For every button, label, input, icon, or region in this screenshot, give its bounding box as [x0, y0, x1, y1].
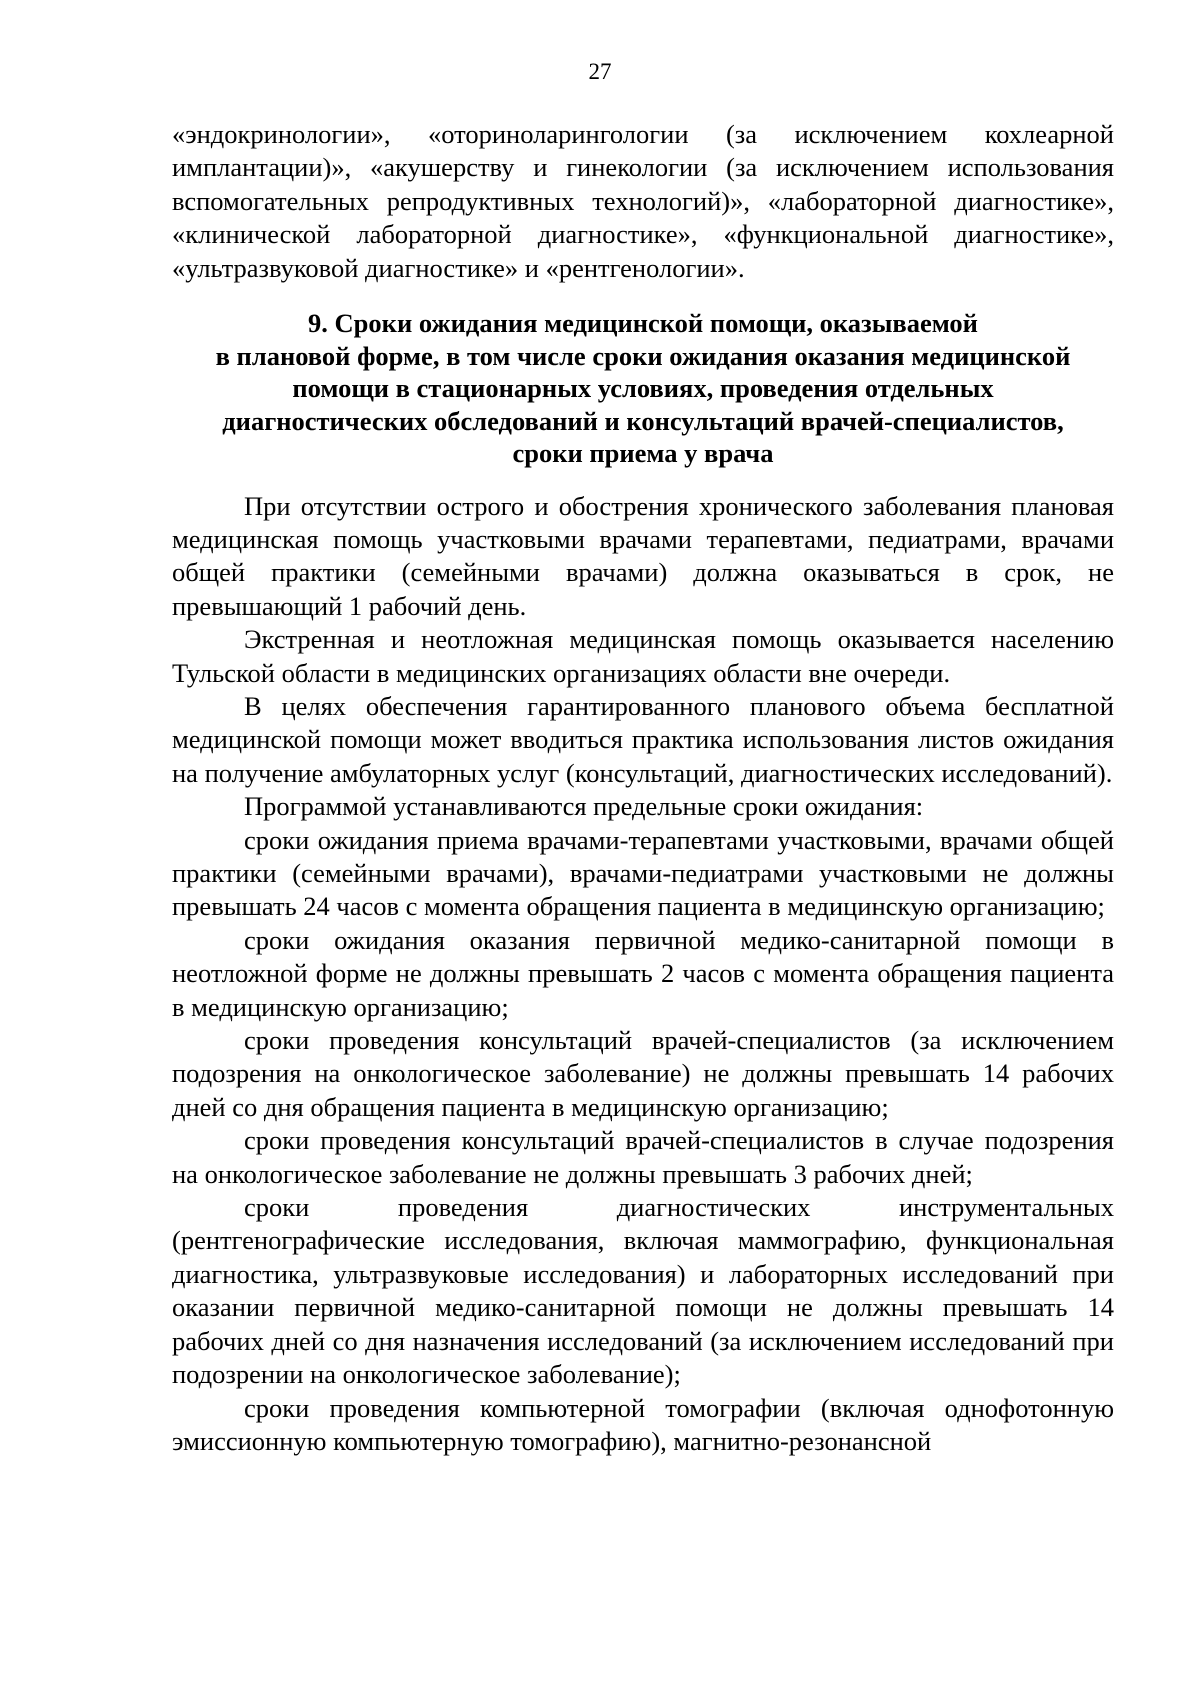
- body-paragraph: сроки проведения консультаций врачей-специалистов в случае подозрения на онкологическое заболевание не должны превышать 3 рабочих дней;: [172, 1125, 1114, 1189]
- section-heading-line: в плановой форме, в том числе сроки ожидания оказания медицинской: [215, 340, 1071, 371]
- body-paragraph: сроки проведения диагностических инструментальных (рентгенографические исследования, включая маммографию, функциональная диагностика, ультразвуковые исследования) и лабораторных исследований при оказании первичной медико-санитарной помощи не должны превышать 14 рабочих дней со дня назначения исследований (за исключением исследований при подозрении на онкологическое заболевание);: [172, 1192, 1114, 1390]
- section-heading-line: 9. Сроки ожидания медицинской помощи, оказываемой: [308, 308, 978, 339]
- body-paragraph: сроки проведения консультаций врачей-специалистов (за исключением подозрения на онкологическое заболевание) не должны превышать 14 рабочих дней со дня обращения пациента в медицинскую организацию;: [172, 1025, 1114, 1122]
- body-paragraph: сроки ожидания оказания первичной медико-санитарной помощи в неотложной форме не должны превышать 2 часов с момента обращения пациента в медицинскую организацию;: [172, 924, 1114, 1022]
- section-heading-line: помощи в стационарных условиях, проведения отдельных: [292, 373, 994, 404]
- document-body: [172, 118, 1114, 1458]
- section-heading-line: сроки приема у врача: [512, 438, 774, 469]
- body-paragraph: Программой устанавливаются предельные сроки ожидания:: [244, 791, 924, 822]
- section-heading-line: диагностических обследований и консультаций врачей-специалистов,: [222, 405, 1064, 436]
- body-paragraph: В целях обеспечения гарантированного планового объема бесплатной медицинской помощи может вводиться практика использования листов ожидания на получение амбулаторных услуг (консультаций, диагностических исследований).: [172, 690, 1114, 788]
- body-paragraph: сроки ожидания приема врачами-терапевтами участковыми, врачами общей практики (семейными врачами), врачами-педиатрами участковыми не должны превышать 24 часов с момента обращения пациента в медицинскую организацию;: [172, 824, 1114, 922]
- section-heading: [172, 307, 1114, 470]
- page-number: 27: [588, 59, 612, 84]
- body-paragraph: При отсутствии острого и обострения хронического заболевания плановая медицинская помощь участковыми врачами терапевтами, педиатрами, врачами общей практики (семейными врачами) должна оказываться в срок, не превышающий 1 рабочий день.: [172, 490, 1114, 621]
- intro-paragraph: «эндокринологии», «оториноларингологии (за исключением кохлеарной имплантации)», «акушерству и гинекологии (за исключением использования вспомогательных репродуктивных технологий)», «лабораторной диагностике», «клинической лабораторной диагностике», «функциональной диагностике», «ультразвуковой диагностике» и «рентгенологии».: [172, 119, 1114, 283]
- body-paragraph: Экстренная и неотложная медицинская помощь оказывается населению Тульской области в медицинских организациях области вне очереди.: [172, 624, 1114, 688]
- body-paragraph: сроки проведения компьютерной томографии (включая однофотонную эмиссионную компьютерную томографию), магнитно-резонансной: [172, 1392, 1114, 1456]
